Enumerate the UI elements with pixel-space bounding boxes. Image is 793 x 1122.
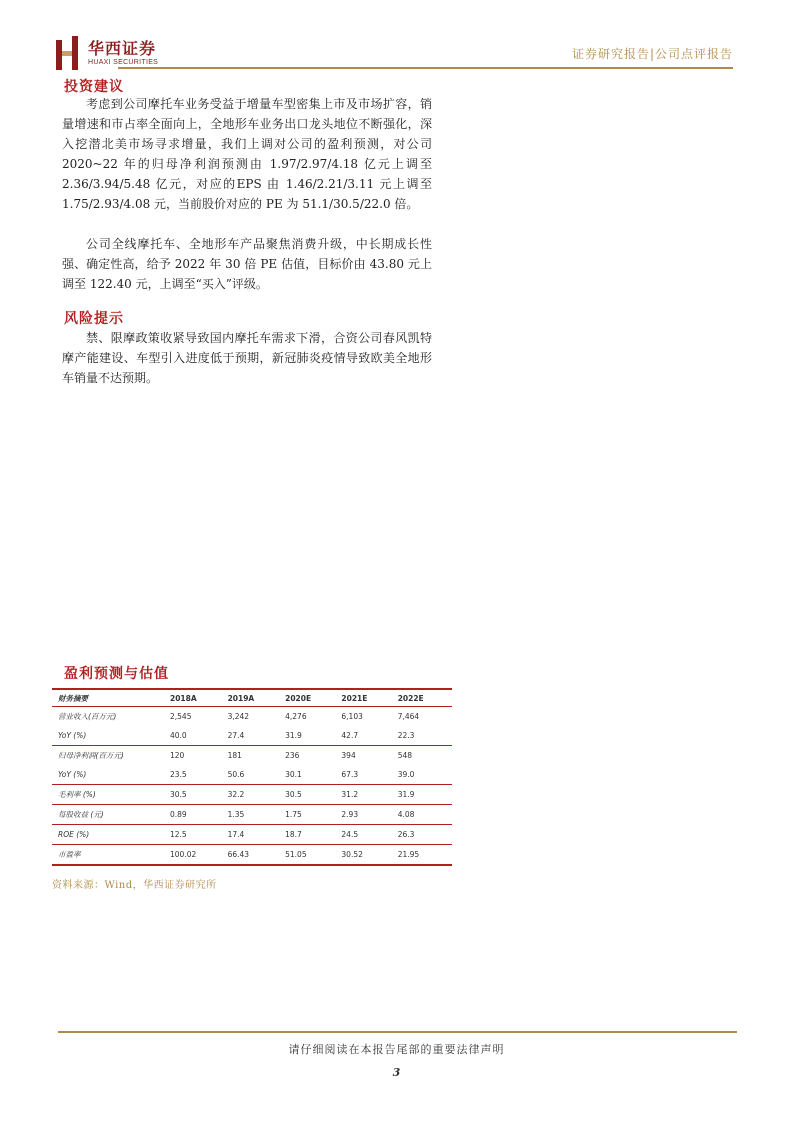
table-cell: 30.5 [170,790,187,799]
table-cell: 66.43 [227,850,250,859]
table-cell: 23.5 [170,770,187,779]
table-row [52,845,452,866]
risk-title: 风险提示 [64,311,124,327]
footer-divider [58,1031,737,1033]
investment-title: 投资建议 [64,79,124,95]
header-cell: 2019A [227,693,255,703]
table-cell: 548 [397,751,413,760]
header-cell: 2021E [341,693,368,703]
table-cell: 2,545 [170,712,192,721]
brand-name-en: HUAXI SECURITIES [88,58,159,66]
table-cell: 24.5 [341,830,359,839]
forecast-table [52,688,452,866]
table-cell: 394 [341,751,356,760]
table-cell: 67.3 [341,770,359,779]
report-type: 证券研究报告|公司点评报告 [571,47,733,61]
table-cell: 3,242 [227,712,250,721]
legal-notice: 请仔细阅读在本报告尾部的重要法律声明 [288,1043,505,1056]
row-label: 归母净利润(百万元) [58,751,124,760]
row-label: 营业收入(百万元) [58,712,117,721]
row-label: 市盈率 [58,850,81,859]
table-cell: 30.1 [285,770,302,779]
table-cell: 4.08 [397,810,415,819]
investment-paragraph-2: 公司全线摩托车、全地形车产品聚焦消费升级，中长期成长性强、确定性高，给予 2022 年 30 倍 PE 估值，目标价由 43.80 元上调至 122.40 元，上调至“买入”评级。 [62,237,432,291]
table-cell: 1.35 [227,810,245,819]
row-label: 每股收益 (元) [58,810,104,819]
table-cell: 2.93 [341,810,359,819]
row-label: ROE (%) [58,830,90,839]
table-cell: 236 [285,751,300,760]
table-cell: 30.5 [285,790,302,799]
table-cell: 31.9 [397,790,415,799]
table-cell: 7,464 [397,712,420,721]
table-header-row [52,689,452,707]
table-row [52,825,452,845]
table-source: 资料来源：Wind，华西证券研究所 [52,880,217,891]
header-divider [118,67,733,69]
header-cell: 2020E [285,693,312,703]
table-row [52,785,452,805]
brand-name-cn: 华西证券 [88,38,157,58]
table-cell: 120 [170,751,185,760]
huaxi-logo-icon [56,36,82,70]
row-label: 毛利率 (%) [58,790,96,799]
table-row [52,746,452,766]
header-cell: 财务摘要 [58,693,88,703]
investment-paragraph-1: 考虑到公司摩托车业务受益于增量车型密集上市及市场扩容，销量增速和市占率全面向上，全地形车业务出口龙头地位不断强化，深入挖潜北美市场寻求增量，我们上调对公司的盈利预测，对公司 2020~22 年的归母净利润预测由 1.97/2.97/4.18 亿元上调至 2.36/3.94/5.48 亿元，对应的EPS 由 1.46/2.21/3.11 元上调至 1.75/2.93/4.08 元，当前股价对应的 PE 为 51.1/30.5/22.0 倍。 [62,97,432,211]
table-cell: 22.3 [397,731,415,740]
table-cell: 26.3 [397,830,415,839]
table-cell: 31.2 [341,790,359,799]
table-cell: 31.9 [285,731,302,740]
table-cell: 21.95 [397,850,420,859]
company-logo [56,36,158,70]
table-cell: 30.52 [341,850,363,859]
table-cell: 51.05 [285,850,307,859]
table-row [52,726,452,746]
table-cell: 18.7 [285,830,302,839]
page-number: 3 [392,1066,401,1079]
table-cell: 181 [227,751,242,760]
header-cell: 2018A [170,693,197,703]
row-label: YoY (%) [58,731,87,740]
table-cell: 32.2 [227,790,245,799]
table-cell: 100.02 [170,850,197,859]
table-cell: 27.4 [227,731,245,740]
table-cell: 4,276 [285,712,307,721]
table-row [52,765,452,785]
table-cell: 0.89 [170,810,187,819]
table-cell: 40.0 [170,731,187,740]
table-cell: 6,103 [341,712,363,721]
forecast-title: 盈利预测与估值 [64,666,169,682]
row-label: YoY (%) [58,770,87,779]
table-cell: 12.5 [170,830,187,839]
header-cell: 2022E [397,693,424,703]
table-row [52,805,452,825]
table-cell: 1.75 [285,810,302,819]
table-cell: 39.0 [397,770,415,779]
table-cell: 42.7 [341,731,359,740]
table-row [52,707,452,727]
table-cell: 17.4 [227,830,245,839]
risk-paragraph: 禁、限摩政策收紧导致国内摩托车需求下滑，合资公司春风凯特摩产能建设、车型引入进度低于预期，新冠肺炎疫情导致欧美全地形车销量不达预期。 [62,331,432,385]
table-cell: 50.6 [227,770,245,779]
